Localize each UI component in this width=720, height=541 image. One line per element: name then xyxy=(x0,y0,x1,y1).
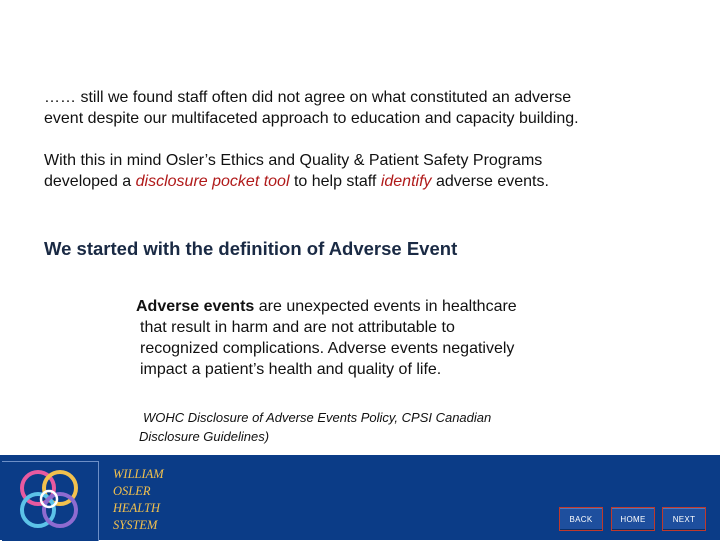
definition-line-3: recognized complications. Adverse events negatively xyxy=(140,340,515,357)
organization-name xyxy=(113,466,213,534)
intro-paragraph xyxy=(44,87,684,129)
section-heading: We started with the definition of Adverse Event xyxy=(44,238,458,259)
home-button[interactable]: HOME xyxy=(611,507,655,531)
definition-term: Adverse events xyxy=(136,298,255,315)
definition-line-2: that result in harm and are not attributable to xyxy=(140,319,455,336)
interlocking-rings-logo-icon xyxy=(8,466,92,538)
definition-line-1-rest: are unexpected events in healthcare xyxy=(254,298,517,315)
tool-line-2-pre: developed a xyxy=(44,173,136,190)
intro-line-2: event despite our multifaceted approach to education and capacity building. xyxy=(44,110,579,127)
back-button[interactable]: BACK xyxy=(559,507,603,531)
org-name-line-3: HEALTH xyxy=(113,501,160,515)
disclosure-pocket-tool-emphasis: disclosure pocket tool xyxy=(135,173,290,190)
next-button[interactable]: NEXT xyxy=(662,507,706,531)
tool-line-1: With this in mind Osler’s Ethics and Quality & Patient Safety Programs xyxy=(44,152,543,169)
adverse-event-definition xyxy=(136,296,586,380)
identify-emphasis: identify xyxy=(380,173,432,190)
citation-line-2: Disclosure Guidelines) xyxy=(139,429,270,444)
tool-line-2-post: adverse events. xyxy=(431,173,549,190)
logo xyxy=(2,461,99,541)
definition-line-4: impact a patient’s health and quality of life. xyxy=(140,361,442,378)
definition-line-1 xyxy=(136,296,586,317)
org-name-line-4: SYSTEM xyxy=(113,518,158,532)
org-name-line-2: OSLER xyxy=(113,484,151,498)
intro-line-1: …… still we found staff often did not agree on what constituted an adverse xyxy=(44,89,572,106)
org-name-line-1: WILLIAM xyxy=(113,467,164,481)
tool-paragraph xyxy=(44,150,684,192)
citation xyxy=(139,408,559,446)
tool-line-2-mid: to help staff xyxy=(289,173,381,190)
citation-line-1: WOHC Disclosure of Adverse Events Policy, CPSI Canadian xyxy=(143,410,492,425)
